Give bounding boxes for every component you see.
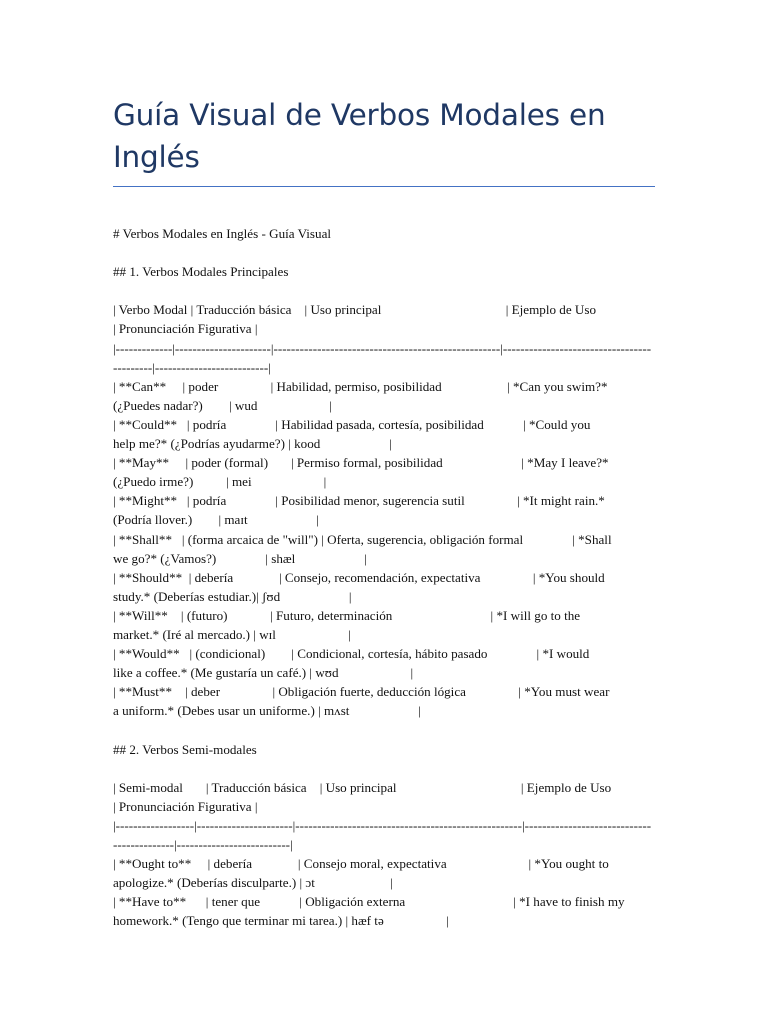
text-line: market.* (Iré al mercado.) | wɪl | <box>113 626 351 642</box>
text-line: like a coffee.* (Me gustaría un café.) | wʊd | <box>113 665 414 681</box>
text-line: (Podría llover.) | maɪt | <box>113 512 319 528</box>
text-line: | Verbo Modal | Traducción básica | Uso principal | Ejemplo de Uso <box>113 302 597 318</box>
text-line: | **Shall** | (forma arcaica de "will") | Oferta, sugerencia, obligación formal | *Shall <box>113 531 612 547</box>
blank-line <box>113 720 655 739</box>
text-line: homework.* (Tengo que terminar mi tarea.) | hæf tə | <box>113 913 449 929</box>
blank-line <box>113 281 655 300</box>
text-line: apologize.* (Deberías disculparte.) | ɔt | <box>113 875 393 891</box>
text-line: | **Would** | (condicional) | Condicional, cortesía, hábito pasado | *I would <box>113 646 590 662</box>
text-line: | **Have to** | tener que | Obligación externa | *I have to finish my <box>113 894 625 910</box>
text-line: | Pronunciación Figurativa | <box>113 321 258 337</box>
text-line: a uniform.* (Debes usar un uniforme.) | mʌst | <box>113 703 421 719</box>
text-line: | **Will** | (futuro) | Futuro, determinación | *I will go to the <box>113 607 581 623</box>
text-line: |------------------|----------------------|----------------------------------------------------|-------------------------------------------|--------------------------| <box>113 817 652 852</box>
document-title: Guía Visual de Verbos Modales en Inglés <box>113 98 606 174</box>
text-line: | **Must** | deber | Obligación fuerte, deducción lógica | *You must wear <box>113 684 610 700</box>
text-line: ## 2. Verbos Semi-modales <box>113 741 257 757</box>
text-line: (¿Puedes nadar?) | wud | <box>113 397 333 413</box>
text-line: study.* (Deberías estudiar.)| ʃʊd | <box>113 588 352 604</box>
document-body <box>113 224 655 930</box>
text-line: help me?* (¿Podrías ayudarme?) | kood | <box>113 436 392 452</box>
text-line: | **Should** | debería | Consejo, recomendación, expectativa | *You should <box>113 569 605 585</box>
text-line: |-------------|----------------------|----------------------------------------------------|-------------------------------------------|--------------------------| <box>113 340 652 375</box>
title-divider <box>113 186 655 187</box>
text-line: | **Could** | podría | Habilidad pasada, cortesía, posibilidad | *Could you <box>113 416 591 432</box>
text-line: we go?* (¿Vamos?) | shæl | <box>113 550 367 566</box>
text-line: | **Might** | podría | Posibilidad menor, sugerencia sutil | *It might rain.* <box>113 493 605 509</box>
text-line: | **Can** | poder | Habilidad, permiso, posibilidad | *Can you swim?* <box>113 378 608 394</box>
text-line: | **May** | poder (formal) | Permiso formal, posibilidad | *May I leave?* <box>113 455 609 471</box>
text-line: | Pronunciación Figurativa | <box>113 798 258 814</box>
blank-line <box>113 243 655 262</box>
blank-line <box>113 759 655 778</box>
text-line: ## 1. Verbos Modales Principales <box>113 264 289 280</box>
text-line: | **Ought to** | debería | Consejo moral, expectativa | *You ought to <box>113 856 609 872</box>
text-line: | Semi-modal | Traducción básica | Uso principal | Ejemplo de Uso <box>113 779 612 795</box>
text-line: (¿Puedo irme?) | mei | <box>113 474 327 490</box>
document-page <box>113 0 655 930</box>
text-line: # Verbos Modales en Inglés - Guía Visual <box>113 226 332 241</box>
